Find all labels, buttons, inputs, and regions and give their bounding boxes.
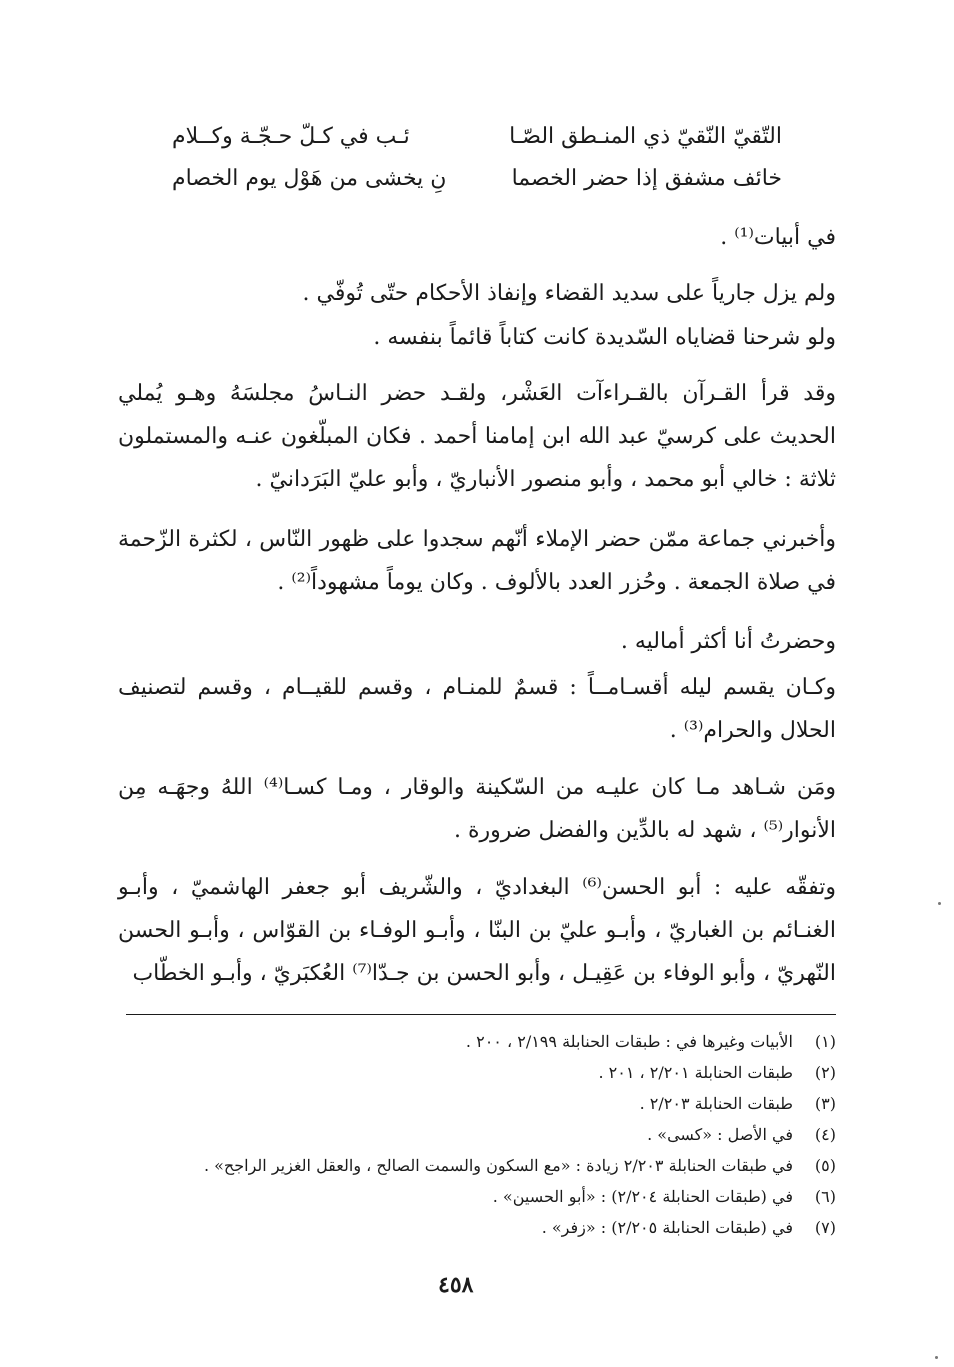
footnote-text: في (طبقات الحنابلة ٢/٢٠٤) : «أبو الحسين» . (492, 1187, 793, 1206)
verse-second-hemistich: نِ يخشى من هَوْل يوم الخصام (172, 166, 447, 191)
footnote-text: في (طبقات الحنابلة ٢/٢٠٥) : «زفر» . (541, 1218, 793, 1237)
footnote-divider (126, 1014, 836, 1015)
scan-speck (938, 902, 941, 905)
paragraph: وكـان يقسم ليله أقسـامــاً : قسمٌ للمنـام ، وقسم للقيــام ، وقسم لتصنيف الحلال والحرام⁽³⁾ . (118, 675, 836, 743)
footnote (118, 1150, 836, 1181)
footnote (118, 1057, 836, 1088)
footnote (118, 1088, 836, 1119)
footnotes (118, 1026, 836, 1243)
footnote-text: طبقات الحنابلة ٢/٢٠٣ . (639, 1094, 793, 1113)
footnote-text: طبقات الحنابلة ٢/٢٠١ ، ٢٠١ . (598, 1063, 793, 1082)
verse-first-hemistich: خائف مشفق إذا حضر الخصما (511, 166, 782, 191)
footnote-number: (٤) (814, 1125, 836, 1144)
footnote (118, 1181, 836, 1212)
footnote (118, 1119, 836, 1150)
verse-first-hemistich: التّقيّ النّقيّ ذي المنـطق الصّـا (509, 124, 782, 149)
paragraph: في أبيات⁽¹⁾ . (720, 225, 836, 250)
page-number: ٤٥٨ (438, 1272, 474, 1298)
verse-second-hemistich: ئـب في كـلّ حـجّـة وكــلام (172, 124, 410, 149)
footnote-text: الأبيات وغيرها في : طبقات الحنابلة ٢/١٩٩ ، ٢٠٠ . (465, 1032, 793, 1051)
paragraph: وأخبرني جماعة ممّن حضر الإملاء أنّهم سجدوا على ظهور النّاس ، لكثرة الزّحمة في صلاة الجمعة . وحُزر العدد بالألوف . وكان يوماً مشهوداً⁽²⁾ . (118, 527, 836, 595)
footnote-number: (٢) (814, 1063, 836, 1082)
footnote-text: في الأصل : «كسى» . (647, 1125, 793, 1144)
paragraph: ولم يزل جارياً على سديد القضاء وإنفاذ الأحكام حتّى تُوفّي . (302, 281, 836, 306)
paragraph: وحضرتُ أنا أكثر أماليه . (620, 629, 836, 654)
footnote (118, 1212, 836, 1243)
paragraph: وتفقّه عليه : أبو الحسن⁽⁶⁾ البغداديّ ، والشّريف أبو جعفر الهاشميّ ، وأبـو الغنـائم بن الغباريّ ، وأبـو عليّ بن البنّا ، وأبـو الوفـاء بن القوّاس ، وأبـو الحسن النّهريّ ، وأبو الوفاء بن عَقِيـل ، وأبو الحسن بن جـدّا⁽⁷⁾ العُكبَريّ ، وأبـو الخطّاب (118, 875, 837, 986)
verse-line (172, 166, 782, 206)
paragraph: وقد قرأ القـرآن بالقـراءآت العَشْر، ولقـد حضر النـاسُ مجلسَهُ وهـو يُملي الحديث على كرسيّ عبد الله ابن إمامنا أحمد . فكان المبلّغون عنـه والمستملون ثلاثة : خالي أبو محمد ، وأبو منصور الأنباريّ ، وأبو عليّ البَرَدانيّ . (118, 381, 836, 492)
footnote-number: (١) (814, 1032, 836, 1051)
footnote-number: (٥) (814, 1156, 836, 1175)
verse-line (172, 124, 782, 164)
footnote-number: (٧) (814, 1218, 836, 1237)
footnote-number: (٦) (814, 1187, 836, 1206)
footnote (118, 1026, 836, 1057)
scan-speck (935, 1356, 938, 1359)
footnote-text: في طبقات الحنابلة ٢/٢٠٣ زيادة : «مع السكون والسمت الصالح ، والعقل الغزير الراجح» . (203, 1156, 793, 1175)
paragraph: ولو شرحنا قضاياه السّديدة كانت كتاباً قائماً بنفسه . (373, 325, 836, 350)
paragraph: ومَن شـاهد مـا كان عليـه من السّكينة والوقار ، ومـا كسـا⁽⁴⁾ اللهُ وجهَـه مِن الأنوار⁽⁵⁾ ، شهد له بالدِّين والفضل ضرورة . (118, 775, 836, 843)
footnote-number: (٣) (814, 1094, 836, 1113)
